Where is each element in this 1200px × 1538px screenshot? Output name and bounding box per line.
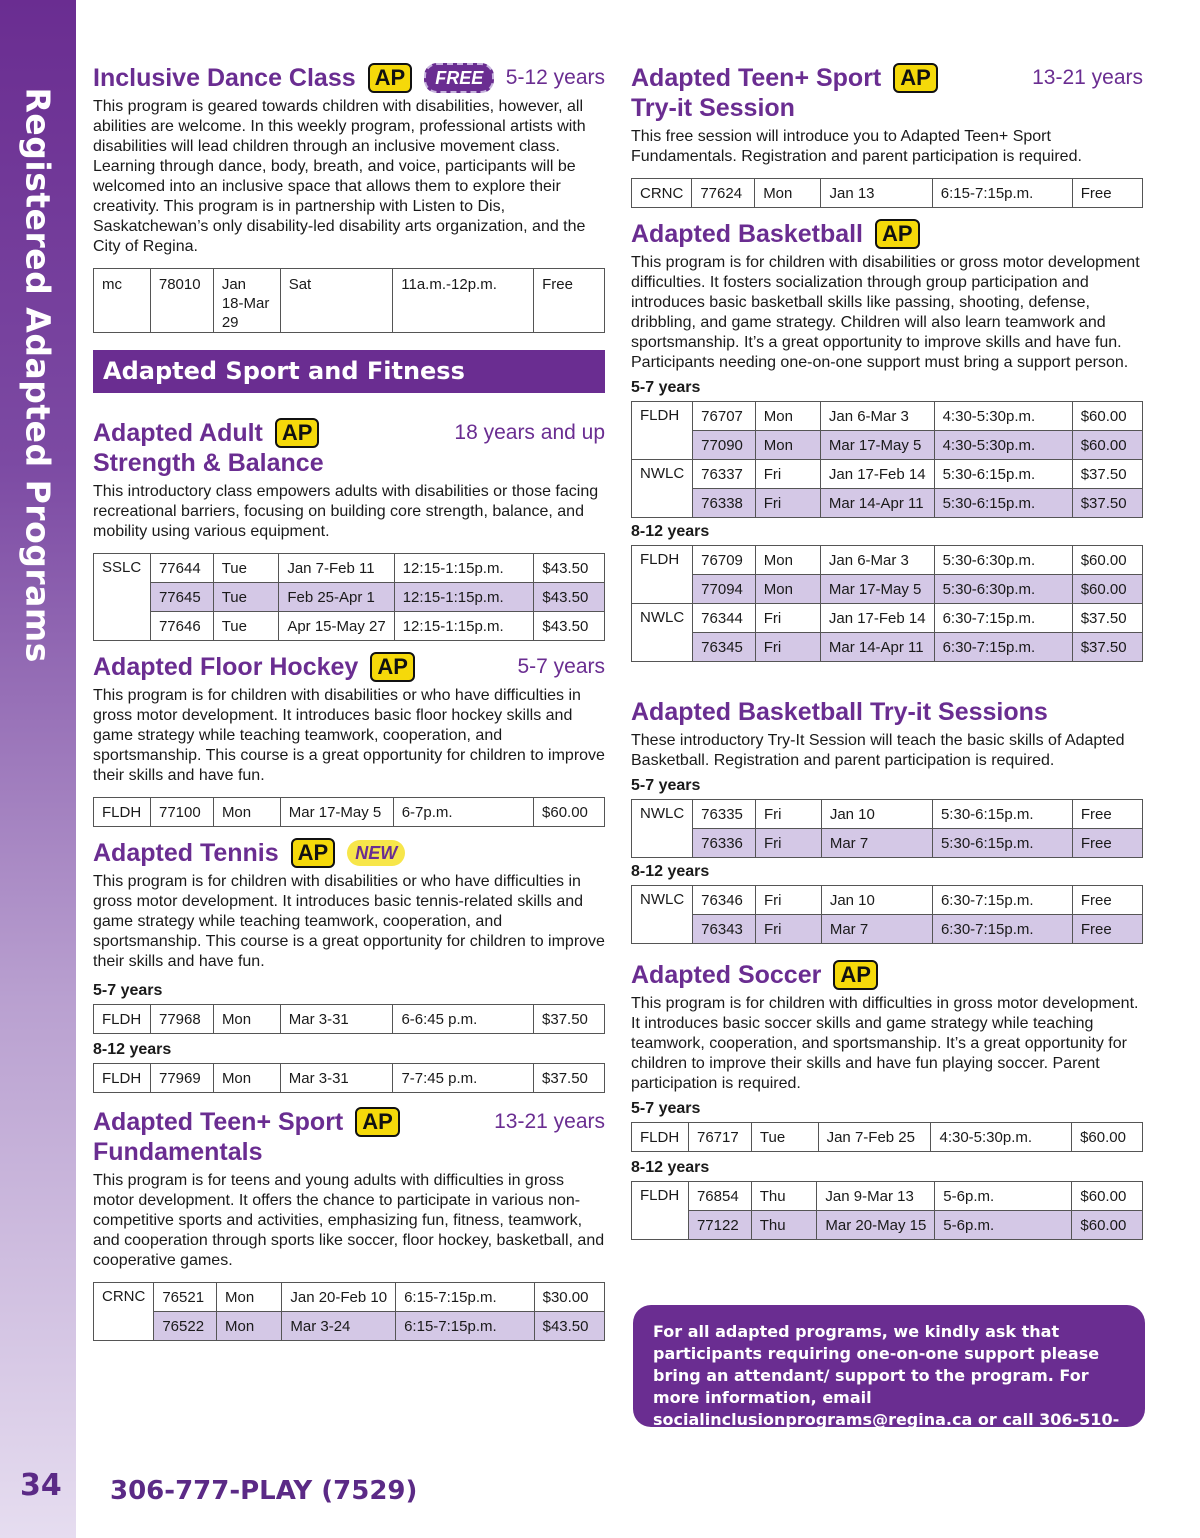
time-cell: 6-7p.m. bbox=[393, 798, 533, 827]
section-basketball bbox=[631, 219, 1143, 662]
fee-cell: $37.50 bbox=[534, 1064, 605, 1093]
section-floor-hockey bbox=[93, 652, 605, 827]
code-cell: 77644 bbox=[150, 554, 213, 583]
program-description: This program is for children with disabilities or gross motor development difficulties. It fosters socialization through group participation and introduces basic basketball skills like passing, shooting, defense, dribbling, and game strategy. Children will also learn teamwork and sportsmanship. It’s a great opportunity to improve skills and have fun. Participants needing one-on-one support must bring a support person. bbox=[631, 254, 1140, 371]
code-cell: 76522 bbox=[154, 1312, 217, 1341]
program-title: Adapted Tennis bbox=[93, 839, 279, 867]
code-cell: 77624 bbox=[692, 179, 755, 208]
footer-phone: 306-777-PLAY (7529) bbox=[110, 1476, 418, 1506]
time-cell: 11a.m.-12p.m. bbox=[393, 269, 534, 333]
age-group-label: 8-12 years bbox=[631, 1159, 710, 1176]
program-description: This free session will introduce you to Adapted Teen+ Sport Fundamentals. Registration and parent participation is required. bbox=[631, 128, 1082, 165]
fee-cell: Free bbox=[1072, 179, 1142, 208]
day-cell: Mon bbox=[755, 179, 821, 208]
table-row bbox=[632, 431, 1143, 460]
table-row bbox=[632, 546, 1143, 575]
table-row bbox=[94, 583, 605, 612]
fee-cell: $60.00 bbox=[1072, 546, 1142, 575]
program-description: This program is geared towards children with disabilities, however, all abilities are welcome. In this weekly program, professional artists with disabilities will lead children through an inclusive movement class. Learning through dance, body, breath, and voice, participants will be welcomed into an inclusive space that allows them to explore their creativity. This program is in partnership with Listen to Dis, Saskatchewan’s only disability-led disability arts organization, and the City of Regina. bbox=[93, 98, 586, 255]
code-cell: 77090 bbox=[693, 431, 756, 460]
fee-cell: $37.50 bbox=[1072, 633, 1142, 662]
time-cell: 5:30-6:15p.m. bbox=[934, 460, 1072, 489]
time-cell: 5-6p.m. bbox=[935, 1211, 1072, 1240]
table-row bbox=[632, 800, 1143, 829]
location-cell: FLDH bbox=[94, 1005, 151, 1034]
time-cell: 4:30-5:30p.m. bbox=[934, 431, 1072, 460]
schedule-table bbox=[631, 1122, 1143, 1152]
new-badge: NEW bbox=[347, 840, 405, 866]
code-cell: 76521 bbox=[154, 1283, 217, 1312]
code-cell: 77969 bbox=[150, 1064, 213, 1093]
date-cell: Mar 14-Apr 11 bbox=[820, 633, 934, 662]
time-cell: 6:15-7:15p.m. bbox=[932, 179, 1072, 208]
day-cell: Mon bbox=[755, 402, 820, 431]
schedule-table bbox=[631, 799, 1143, 858]
program-title: Adapted Soccer bbox=[631, 961, 822, 989]
time-cell: 6:30-7:15p.m. bbox=[932, 886, 1072, 915]
table-row bbox=[632, 489, 1143, 518]
section-inclusive-dance bbox=[93, 63, 605, 333]
section-soccer bbox=[631, 960, 1143, 1240]
table-row bbox=[94, 554, 605, 583]
day-cell: Mon bbox=[213, 798, 280, 827]
code-cell: 76709 bbox=[693, 546, 756, 575]
table-row bbox=[632, 1182, 1143, 1211]
code-cell: 76338 bbox=[693, 489, 756, 518]
location-cell: NWLC bbox=[632, 800, 693, 858]
section-tennis bbox=[93, 838, 605, 1093]
location-cell: mc bbox=[94, 269, 151, 333]
ap-badge: AP bbox=[275, 418, 320, 448]
day-cell: Tue bbox=[751, 1123, 818, 1152]
table-row bbox=[632, 179, 1143, 208]
date-cell: Mar 20-May 15 bbox=[817, 1211, 935, 1240]
fee-cell: $60.00 bbox=[534, 798, 605, 827]
location-cell: SSLC bbox=[94, 554, 151, 641]
program-description: This introductory class empowers adults with disabilities or those facing recreational barriers, focusing on building core strength, balance, and mobility using various equipment. bbox=[93, 483, 599, 540]
age-group-label: 8-12 years bbox=[631, 863, 710, 880]
date-cell: Mar 3-31 bbox=[280, 1064, 393, 1093]
day-cell: Mon bbox=[217, 1312, 282, 1341]
fee-cell: $43.50 bbox=[534, 554, 605, 583]
date-cell: Mar 14-Apr 11 bbox=[820, 489, 934, 518]
day-cell: Tue bbox=[213, 583, 279, 612]
ap-badge: AP bbox=[368, 63, 413, 93]
time-cell: 6:30-7:15p.m. bbox=[934, 633, 1072, 662]
program-title: Adapted Teen+ Sport bbox=[631, 64, 882, 92]
program-description: This program is for children with disabilities or who have difficulties in gross motor development. It introduces basic tennis-related skills and game strategy while teaching teamwork, cooperation, and sportsmanship. This course is a great opportunity for children to improve their skills and have fun. bbox=[93, 873, 605, 970]
day-cell: Fri bbox=[755, 460, 820, 489]
day-cell: Thu bbox=[751, 1182, 817, 1211]
fee-cell: $30.00 bbox=[534, 1283, 604, 1312]
schedule-table bbox=[93, 1004, 605, 1034]
age-group-label: 5-7 years bbox=[93, 982, 163, 999]
schedule-table bbox=[93, 797, 605, 827]
time-cell: 6:15-7:15p.m. bbox=[396, 1283, 535, 1312]
code-cell: 76336 bbox=[693, 829, 756, 858]
day-cell: Mon bbox=[755, 431, 820, 460]
time-cell: 5:30-6:30p.m. bbox=[934, 575, 1072, 604]
location-cell: FLDH bbox=[632, 546, 693, 604]
date-cell: Mar 3-24 bbox=[282, 1312, 396, 1341]
day-cell: Tue bbox=[213, 554, 279, 583]
day-cell: Mon bbox=[213, 1005, 280, 1034]
date-cell: Jan 10 bbox=[821, 800, 932, 829]
schedule-table bbox=[631, 885, 1143, 944]
fee-cell: Free bbox=[1072, 915, 1142, 944]
time-cell: 12:15-1:15p.m. bbox=[394, 583, 534, 612]
date-cell: Jan 17-Feb 14 bbox=[820, 604, 934, 633]
code-cell: 76335 bbox=[693, 800, 756, 829]
schedule-table bbox=[93, 1282, 605, 1341]
day-cell: Fri bbox=[756, 915, 822, 944]
code-cell: 76344 bbox=[693, 604, 756, 633]
section-teen-try-it bbox=[631, 63, 1143, 208]
support-note: For all adapted programs, we kindly ask that participants requiring one-on-one support please bring an attendant/ support to the program. For more information, email socialinclusionprograms@regina.ca or call 306-510-2025. bbox=[633, 1305, 1145, 1427]
age-group-label: 5-7 years bbox=[631, 777, 701, 794]
table-row bbox=[632, 604, 1143, 633]
code-cell: 76346 bbox=[693, 886, 756, 915]
code-cell: 76345 bbox=[693, 633, 756, 662]
fee-cell: $60.00 bbox=[1072, 1123, 1143, 1152]
code-cell: 76343 bbox=[693, 915, 756, 944]
section-adult-strength bbox=[93, 418, 605, 641]
age-range: 13-21 years bbox=[494, 1110, 605, 1133]
age-group-label: 5-7 years bbox=[631, 1100, 701, 1117]
age-range: 5-12 years bbox=[505, 66, 605, 89]
date-cell: Jan 9-Mar 13 bbox=[817, 1182, 935, 1211]
fee-cell: $37.50 bbox=[1072, 489, 1142, 518]
program-title: Inclusive Dance Class bbox=[93, 64, 356, 92]
day-cell: Sat bbox=[280, 269, 393, 333]
program-title: Adapted Basketball Try-it Sessions bbox=[631, 698, 1048, 726]
time-cell: 6:30-7:15p.m. bbox=[932, 915, 1072, 944]
code-cell: 77646 bbox=[150, 612, 213, 641]
code-cell: 77122 bbox=[688, 1211, 751, 1240]
time-cell: 6:15-7:15p.m. bbox=[396, 1312, 535, 1341]
table-row bbox=[94, 1283, 605, 1312]
day-cell: Fri bbox=[756, 886, 822, 915]
program-description: This program is for children with disabilities or who have difficulties in gross motor development. It introduces basic floor hockey skills and game strategy while teaching teamwork, cooperation, and sportsmanship. This course is a great opportunity for children to improve their skills and have fun. bbox=[93, 687, 605, 784]
date-cell: Mar 17-May 5 bbox=[820, 575, 934, 604]
program-title: Adapted Teen+ Sport bbox=[93, 1108, 344, 1136]
schedule-table bbox=[631, 401, 1143, 518]
fee-cell: $37.50 bbox=[534, 1005, 605, 1034]
table-row bbox=[632, 915, 1143, 944]
sidebar bbox=[0, 0, 76, 1538]
table-row bbox=[94, 798, 605, 827]
page-number: 34 bbox=[20, 1468, 62, 1503]
section-basketball-try-it bbox=[631, 697, 1143, 944]
time-cell: 12:15-1:15p.m. bbox=[394, 554, 534, 583]
table-row bbox=[632, 460, 1143, 489]
day-cell: Fri bbox=[755, 604, 820, 633]
code-cell: 76337 bbox=[693, 460, 756, 489]
location-cell: NWLC bbox=[632, 460, 693, 518]
date-cell: Jan 7-Feb 11 bbox=[279, 554, 394, 583]
code-cell: 78010 bbox=[150, 269, 213, 333]
day-cell: Mon bbox=[213, 1064, 280, 1093]
day-cell: Thu bbox=[751, 1211, 817, 1240]
program-description: This program is for children with difficulties in gross motor development. It introduces basic soccer skills and game strategy while teaching teamwork, cooperation, and sportsmanship. It’s a great opportunity for children to improve their skills and have fun playing soccer. Parent participation is required. bbox=[631, 995, 1139, 1092]
table-row bbox=[632, 829, 1143, 858]
age-group-label: 5-7 years bbox=[631, 379, 701, 396]
table-row bbox=[632, 886, 1143, 915]
date-cell: Feb 25-Apr 1 bbox=[279, 583, 394, 612]
day-cell: Fri bbox=[755, 489, 820, 518]
day-cell: Mon bbox=[217, 1283, 282, 1312]
table-row bbox=[94, 1005, 605, 1034]
program-title: Adapted Basketball bbox=[631, 220, 864, 248]
date-cell: Jan 20-Feb 10 bbox=[282, 1283, 396, 1312]
ap-badge: AP bbox=[291, 838, 336, 868]
code-cell: 77645 bbox=[150, 583, 213, 612]
fee-cell: $43.50 bbox=[534, 1312, 604, 1341]
age-group-label: 8-12 years bbox=[631, 523, 710, 540]
program-title-line2: Try-it Session bbox=[631, 94, 795, 122]
location-cell: FLDH bbox=[632, 1123, 689, 1152]
fee-cell: Free bbox=[1072, 829, 1142, 858]
schedule-table bbox=[631, 178, 1143, 208]
date-cell: Jan 13 bbox=[821, 179, 932, 208]
day-cell: Mon bbox=[755, 575, 820, 604]
program-title: Adapted Floor Hockey bbox=[93, 653, 359, 681]
table-row bbox=[632, 633, 1143, 662]
sidebar-title: Registered Adapted Programs bbox=[18, 87, 58, 663]
day-cell: Mon bbox=[755, 546, 820, 575]
schedule-table bbox=[93, 553, 605, 641]
program-title-line2: Strength & Balance bbox=[93, 449, 324, 477]
schedule-table bbox=[93, 268, 605, 333]
program-title: Adapted Adult bbox=[93, 419, 263, 447]
location-cell: FLDH bbox=[94, 1064, 151, 1093]
fee-cell: $60.00 bbox=[1072, 402, 1142, 431]
time-cell: 4:30-5:30p.m. bbox=[934, 402, 1072, 431]
day-cell: Tue bbox=[213, 612, 279, 641]
table-row bbox=[632, 1123, 1143, 1152]
fee-cell: $37.50 bbox=[1072, 604, 1142, 633]
left-column bbox=[93, 0, 605, 1538]
location-cell: FLDH bbox=[94, 798, 151, 827]
code-cell: 77100 bbox=[150, 798, 213, 827]
time-cell: 5-6p.m. bbox=[935, 1182, 1072, 1211]
ap-badge: AP bbox=[370, 652, 415, 682]
date-cell: Jan 18-Mar 29 bbox=[213, 269, 280, 333]
time-cell: 4:30-5:30p.m. bbox=[931, 1123, 1072, 1152]
fee-cell: Free bbox=[1072, 886, 1142, 915]
date-cell: Jan 7-Feb 25 bbox=[818, 1123, 931, 1152]
schedule-table bbox=[631, 1181, 1143, 1240]
code-cell: 77968 bbox=[150, 1005, 213, 1034]
ap-badge: AP bbox=[833, 960, 878, 990]
table-row bbox=[632, 1211, 1143, 1240]
ap-badge: AP bbox=[893, 63, 938, 93]
date-cell: Jan 10 bbox=[821, 886, 932, 915]
fee-cell: $37.50 bbox=[1072, 460, 1142, 489]
ap-badge: AP bbox=[875, 219, 920, 249]
time-cell: 5:30-6:15p.m. bbox=[934, 489, 1072, 518]
time-cell: 5:30-6:15p.m. bbox=[932, 800, 1072, 829]
program-description: These introductory Try-It Session will teach the basic skills of Adapted Basketball. Registration and parent participation is required. bbox=[631, 732, 1125, 769]
table-row bbox=[632, 402, 1143, 431]
date-cell: Mar 7 bbox=[821, 915, 932, 944]
location-cell: CRNC bbox=[94, 1283, 154, 1341]
table-row bbox=[94, 1312, 605, 1341]
day-cell: Fri bbox=[756, 800, 822, 829]
location-cell: NWLC bbox=[632, 604, 693, 662]
fee-cell: $43.50 bbox=[534, 612, 605, 641]
date-cell: Apr 15-May 27 bbox=[279, 612, 394, 641]
code-cell: 76717 bbox=[688, 1123, 751, 1152]
location-cell: FLDH bbox=[632, 1182, 689, 1240]
section-teen-fundamentals bbox=[93, 1107, 605, 1341]
date-cell: Jan 17-Feb 14 bbox=[820, 460, 934, 489]
schedule-table bbox=[631, 545, 1143, 662]
program-description: This program is for teens and young adults with difficulties in gross motor development. It offers the chance to participate in various non-competitive sports and activities, emphasizing fun, fitness, teamwork, and cooperation through sports like soccer, floor hockey, basketball, and cooperative games. bbox=[93, 1172, 605, 1269]
time-cell: 7-7:45 p.m. bbox=[393, 1064, 534, 1093]
age-group-label: 8-12 years bbox=[93, 1041, 172, 1058]
free-badge: FREE bbox=[424, 63, 494, 93]
age-range: 5-7 years bbox=[517, 655, 605, 678]
location-cell: NWLC bbox=[632, 886, 693, 944]
date-cell: Jan 6-Mar 3 bbox=[820, 402, 934, 431]
time-cell: 6-6:45 p.m. bbox=[393, 1005, 534, 1034]
time-cell: 5:30-6:30p.m. bbox=[934, 546, 1072, 575]
date-cell: Mar 7 bbox=[821, 829, 932, 858]
fee-cell: Free bbox=[1072, 800, 1142, 829]
code-cell: 77094 bbox=[693, 575, 756, 604]
table-row bbox=[94, 269, 605, 333]
location-cell: CRNC bbox=[632, 179, 692, 208]
date-cell: Jan 6-Mar 3 bbox=[820, 546, 934, 575]
day-cell: Fri bbox=[756, 829, 822, 858]
fee-cell: $60.00 bbox=[1072, 1211, 1143, 1240]
date-cell: Mar 17-May 5 bbox=[280, 798, 393, 827]
ap-badge: AP bbox=[355, 1107, 400, 1137]
age-range: 13-21 years bbox=[1032, 66, 1143, 89]
fee-cell: $60.00 bbox=[1072, 575, 1142, 604]
code-cell: 76854 bbox=[688, 1182, 751, 1211]
fee-cell: $60.00 bbox=[1072, 1182, 1143, 1211]
table-row bbox=[94, 612, 605, 641]
time-cell: 12:15-1:15p.m. bbox=[394, 612, 534, 641]
table-row bbox=[632, 575, 1143, 604]
fee-cell: $60.00 bbox=[1072, 431, 1142, 460]
program-title-line2: Fundamentals bbox=[93, 1138, 263, 1166]
time-cell: 6:30-7:15p.m. bbox=[934, 604, 1072, 633]
day-cell: Fri bbox=[755, 633, 820, 662]
schedule-table bbox=[93, 1063, 605, 1093]
location-cell: FLDH bbox=[632, 402, 693, 460]
fee-cell: Free bbox=[534, 269, 605, 333]
date-cell: Mar 17-May 5 bbox=[820, 431, 934, 460]
fee-cell: $43.50 bbox=[534, 583, 605, 612]
time-cell: 5:30-6:15p.m. bbox=[932, 829, 1072, 858]
age-range: 18 years and up bbox=[454, 421, 605, 444]
table-row bbox=[94, 1064, 605, 1093]
code-cell: 76707 bbox=[693, 402, 756, 431]
date-cell: Mar 3-31 bbox=[280, 1005, 393, 1034]
section-header: Adapted Sport and Fitness bbox=[93, 350, 605, 393]
